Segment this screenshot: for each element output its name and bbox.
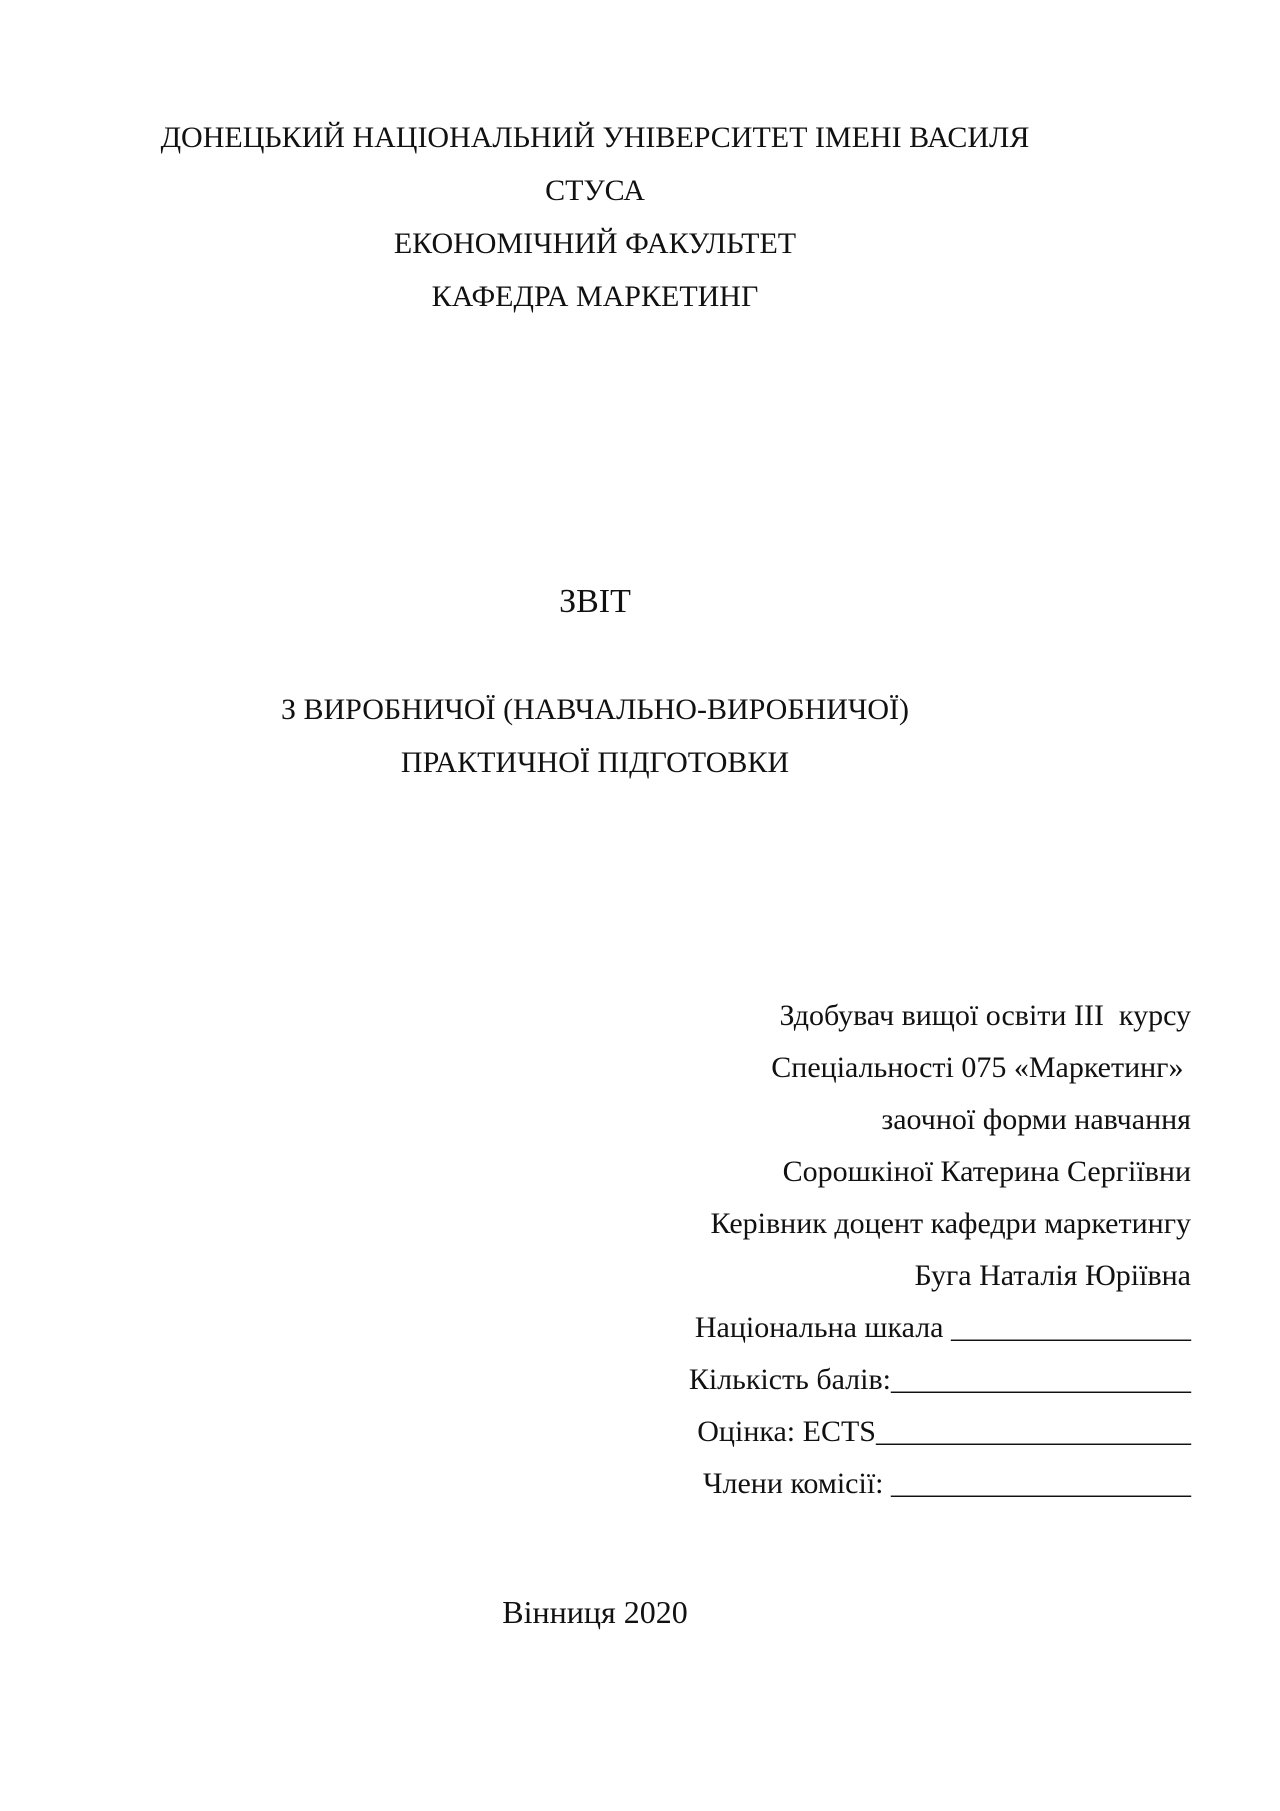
supervisor-position: Керівник доцент кафедри маркетингу (710, 1207, 1191, 1240)
faculty-name: ЕКОНОМІЧНИЙ ФАКУЛЬТЕТ (393, 227, 797, 260)
university-name-line-1: ДОНЕЦЬКИЙ НАЦІОНАЛЬНИЙ УНІВЕРСИТЕТ ІМЕНІ ВАСИЛЯ (160, 121, 1030, 154)
student-info-block (491, 990, 1191, 1510)
city-year: Вінниця 2020 (502, 1594, 688, 1630)
points-field: Кількість балів:____________________ (688, 1363, 1191, 1396)
student-course: Здобувач вищої освіти ІІІ курсу (779, 999, 1191, 1032)
department-name: КАФЕДРА МАРКЕТИНГ (431, 280, 759, 313)
document-subtitle-line-2: ПРАКТИЧНОЇ ПІДГОТОВКИ (400, 746, 790, 779)
national-scale-field: Національна шкала ________________ (694, 1311, 1191, 1344)
university-name-line-2: СТУСА (545, 174, 645, 207)
document-subtitle-line-1: З ВИРОБНИЧОЇ (НАВЧАЛЬНО-ВИРОБНИЧОЇ) (280, 693, 910, 726)
document-title: ЗВІТ (559, 583, 631, 620)
supervisor-name: Буга Наталія Юріївна (914, 1259, 1191, 1292)
student-name: Сорошкіної Катерина Сергіївни (782, 1155, 1191, 1188)
commission-members-field: Члени комісії: ____________________ (702, 1467, 1191, 1500)
ects-grade-field: Оцінка: ECTS_____________________ (697, 1415, 1191, 1448)
student-specialty: Спеціальності 075 «Маркетинг» (771, 1051, 1191, 1084)
study-form: заочної форми навчання (881, 1103, 1191, 1136)
